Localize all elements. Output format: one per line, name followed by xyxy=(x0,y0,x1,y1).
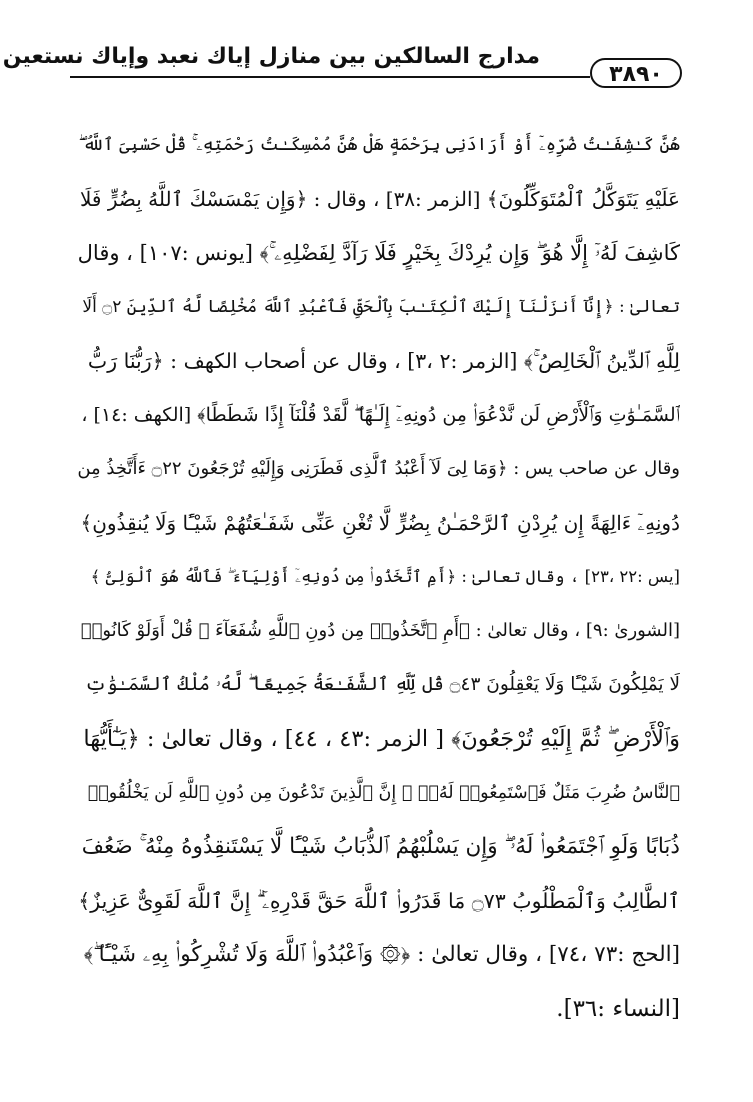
text-line: وَٱلْأَرْضِ ۖ ثُمَّ إِلَيْهِ تُرْجَعُونَ﴾ [ الزمر :٤٣ ، ٤٤] ، وقال تعالىٰ : ﴿يَـٰٓأَيُّهَا xyxy=(83,726,680,752)
text-line: دُونِهِۦٓ ءَالِهَةً إِن يُرِدْنِ ٱلرَّحْمَـٰنُ بِضُرٍّ لَّا تُغْنِ عَنِّى شَفَـٰعَتُهُمْ شَيْـًٔا وَلَا يُنقِذُونِ﴾ xyxy=(80,511,680,535)
page-header xyxy=(2,44,682,88)
text-line: وقال عن صاحب يس : ﴿وَمَا لِىَ لَآ أَعْبُدُ ٱلَّذِى فَطَرَنِى وَإِلَيْهِ تُرْجَعُونَ ۝٢٢ ءَأَتَّخِذُ مِن xyxy=(77,458,680,479)
text-line: [الحج :٧٣ ،٧٤] ، وقال تعالىٰ : ﴿۞ وَٱعْبُدُوا۟ ٱللَّهَ وَلَا تُشْرِكُوا۟ بِهِۦ شَيْـًٔا ۖ﴾ xyxy=(83,942,680,967)
page-number: ٣٨٩٠ xyxy=(590,58,682,88)
text-line: ذُبَابًا وَلَوِ ٱجْتَمَعُوا۟ لَهُۥ ۖ وَإِن يَسْلُبْهُمُ ٱلذُّبَابُ شَيْـًٔا لَّا يَسْتَنقِذُوهُ مِنْهُ ۚ ضَعُفَ xyxy=(81,834,680,859)
text-line: كَاشِفَ لَهُۥٓ إِلَّا هُوَ ۖ وَإِن يُرِدْكَ بِخَيْرٍ فَلَا رَآدَّ لِفَضْلِهِۦ ۚ﴾ [يونس :١٠٧] ، وقال xyxy=(77,241,680,265)
text-line: عَلَيْهِ يَتَوَكَّلُ ٱلْمُتَوَكِّلُونَ﴾ [الزمر :٣٨] ، وقال : ﴿وَإِن يَمْسَسْكَ ٱللَّهُ بِضُرٍّ فَلَا xyxy=(79,187,680,211)
text-line: تعالىٰ : ﴿إِنَّآ أَنزَلْنَآ إِلَيْكَ ٱلْكِتَـٰبَ بِٱلْحَقِّ فَٱعْبُدِ ٱللَّهَ مُخْلِصًا لَّهُ ٱلدِّينَ ۝٢ أَلَا xyxy=(82,297,680,317)
header-rule xyxy=(70,76,590,78)
text-line: لِلَّهِ ٱلدِّينُ ٱلْخَالِصُ ۚ﴾ [الزمر :٢ ،٣] ، وقال عن أصحاب الكهف : ﴿رَبُّنَا رَبُّ xyxy=(87,349,680,373)
text-line: ٱلطَّالِبُ وَٱلْمَطْلُوبُ ۝٧٣ مَا قَدَرُوا۟ ٱللَّهَ حَقَّ قَدْرِهِۦٓ ۗ إِنَّ ٱللَّهَ لَقَوِىٌّ عَزِيزٌ﴾ xyxy=(78,889,680,913)
text-line: [النساء :٣٦]. xyxy=(556,996,680,1022)
body-text xyxy=(75,118,680,1036)
text-line: [يس :٢٢ ،٢٣] ، وقال تعالىٰ : ﴿أَمِ ٱتَّخَذُوا۟ مِن دُونِهِۦٓ أَوْلِيَآءَ ۖ فَٱللَّهُ هُوَ ٱلْوَلِىُّ ﴾ xyxy=(90,567,680,586)
text-line: [الشورىٰ :٩] ، وقال تعالىٰ : ﴿أَمِ ٱتَّخَذُوا۟ مِن دُونِ ٱللَّهِ شُفَعَآءَ ۚ قُلْ أَوَلَوْ كَانُوا۟ xyxy=(80,620,680,641)
text-line: ٱلنَّاسُ ضُرِبَ مَثَلٌ فَٱسْتَمِعُوا۟ لَهُۥٓ ۚ إِنَّ ٱلَّذِينَ تَدْعُونَ مِن دُونِ ٱللَّهِ لَن يَخْلُقُوا۟ xyxy=(87,783,680,803)
running-title: مدارج السالكين بين منازل إياك نعبد وإياك نستعين xyxy=(2,44,540,69)
text-line: هُنَّ كَـٰشِفَـٰتُ ضُرِّهِۦٓ أَوْ أَرَادَنِى بِرَحْمَةٍ هَلْ هُنَّ مُمْسِكَـٰتُ رَحْمَتِهِۦ ۚ قُلْ حَسْبِىَ ٱللَّهُ ۖ xyxy=(78,135,680,155)
text-line: لَا يَمْلِكُونَ شَيْـًٔا وَلَا يَعْقِلُونَ ۝٤٣ قُل لِّلَّهِ ٱلشَّفَـٰعَةُ جَمِيعًا ۖ لَّهُۥ مُلْكُ ٱلسَّمَـٰوَٰتِ xyxy=(84,674,680,695)
text-line: ٱلسَّمَـٰوَٰتِ وَٱلْأَرْضِ لَن نَّدْعُوَا۟ مِن دُونِهِۦٓ إِلَـٰهًا ۖ لَّقَدْ قُلْنَآ إِذًا شَطَطًا﴾ [الكهف :١٤] ، xyxy=(81,404,680,426)
